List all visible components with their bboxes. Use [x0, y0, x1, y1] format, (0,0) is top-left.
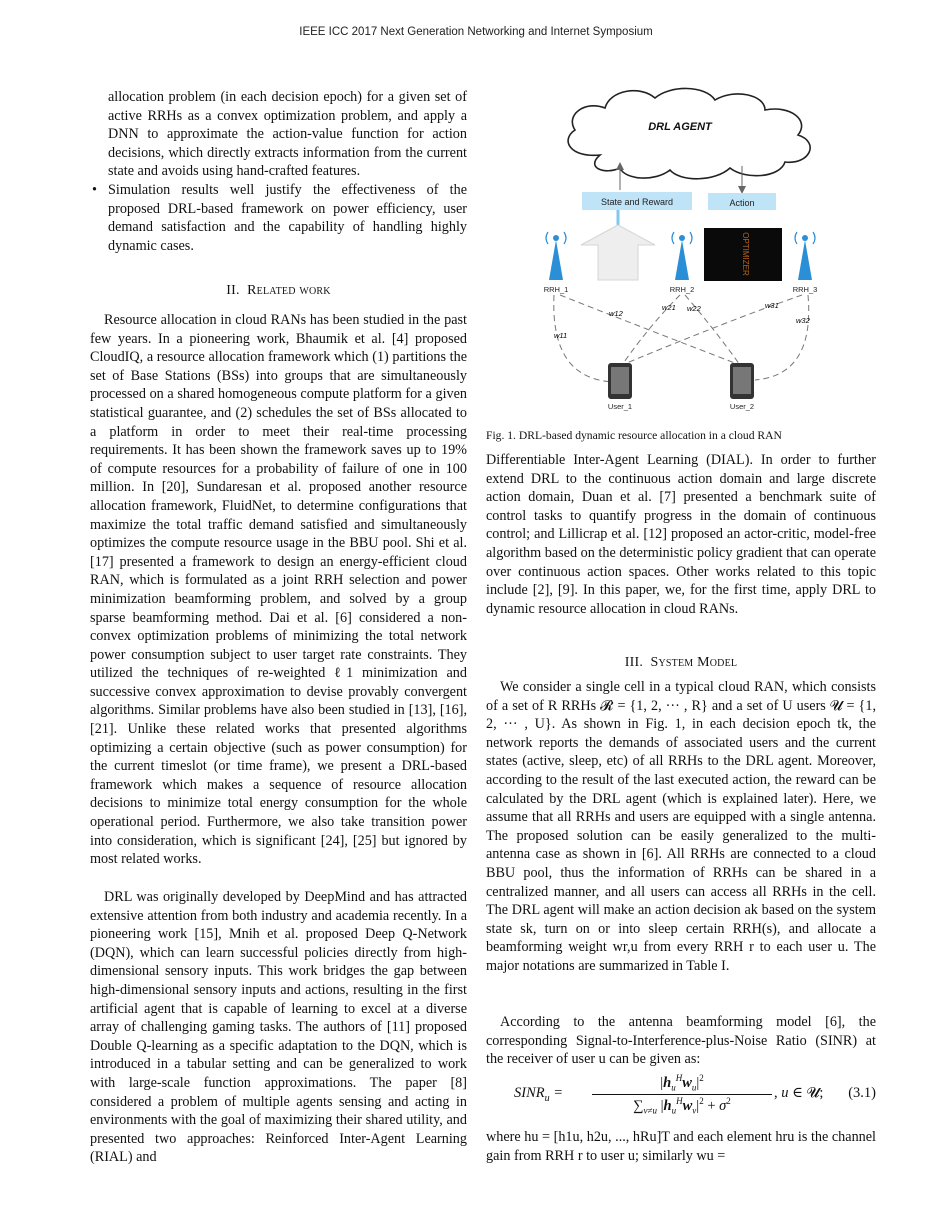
system-model-para-1-text: We consider a single cell in a typical cloud RAN, which consists of a set of R RRHs 𝓡 = {1, 2, ··· , R} and a set of U users 𝓤 = {1, 2, ··· , U}. As shown in Fig. 1, in each decision epoch tk, the network reports the demands of associated users and the current states (active, sleep, etc) of all RRHs to the DRL agent. Moreover, according to the result of the last executed action, the reward can be calculated by the DRL agent (which is explained later). Here, we assume that all RRHs and users are equipped with a single antenna. The proposed solution can be easily generalized to the multi-antenna case as shown in [6]. All RRHs are connected to a cloud BBU pool, thus the information of RRHs can be shared in a centralized manner, and all users can access all RRHs in the cell. The DRL agent will make an action decision ak based on the system state sk, turn on or into sleep certain RRH(s), and allocate a beamforming weight wr,u from every RRH r to each user u. The major notations are summarized in Table I. [486, 679, 876, 974]
optimizer-label: OPTIMIZER [741, 232, 750, 276]
w12-label: w12 [609, 309, 623, 318]
section-3-title: System Model [650, 655, 738, 670]
system-model-para-2-text: According to the antenna beamforming model [6], the corresponding Signal-to-Interference-plus-Noise Ratio (SINR) at the receiver of user u can be given as: [486, 1014, 876, 1068]
user-1-label: User_1 [607, 402, 633, 411]
state-reward-label: State and Reward [600, 197, 674, 207]
right-para-continued [486, 451, 876, 618]
figure-1 [530, 80, 860, 415]
section-2-heading [90, 283, 467, 299]
bullet-1-text: allocation problem (in each decision epoch) for a given set of active RRHs as a convex optimization problem, and apply a DNN to approximate the action-value function for action decisions, which directly extracts information from the current state and avoids using hand-crafted features. [108, 89, 467, 180]
figure-caption: Fig. 1. DRL-based dynamic resource allocation in a cloud RAN [486, 429, 782, 442]
rrh-2-antenna [672, 232, 692, 280]
bullet-dot: • [92, 182, 97, 198]
section-3-heading [486, 655, 876, 671]
bullet-1-continued [108, 88, 467, 181]
equation-number: (3.1) [848, 1085, 876, 1101]
w21-label: w21 [662, 303, 676, 312]
section-3-number: III. [624, 655, 644, 670]
rrh-3-antenna [795, 232, 815, 280]
rrh-2-label: RRH_2 [669, 285, 695, 294]
sinr-equation: $SINR_u$ = $|h_u^Hw_u|^2$ $\sum_{v\ne u}$ $|h_u^Hw_v|^2 + \sigma^2$ , u ∈ 𝓤; (3.1) [514, 1073, 876, 1116]
rrh-3-label: RRH_3 [792, 285, 818, 294]
action-arrowhead [738, 186, 746, 194]
bullet-2-text: Simulation results well justify the effectiveness of the proposed DRL-based framework on power efficiency, user demand satisfaction and the capability of handling highly dynamic cases. [108, 182, 467, 254]
user-1-phone-icon [608, 363, 632, 399]
w11-label: w11 [554, 331, 568, 340]
drl-agent-label: DRL AGENT [648, 121, 712, 133]
page-header: IEEE ICC 2017 Next Generation Networking and Internet Symposium [299, 26, 653, 38]
section-2-number: II. [226, 283, 240, 298]
related-work-para-1 [90, 311, 467, 869]
rrh-1-label: RRH_1 [543, 285, 569, 294]
user-2-label: User_2 [729, 402, 755, 411]
rrh-1-antenna [546, 232, 566, 280]
system-model-para-2 [486, 1013, 876, 1069]
section-2-title: Related work [247, 283, 331, 298]
bullet-2 [92, 181, 467, 255]
system-model-para-3 [486, 1128, 876, 1165]
system-model-para-1 [486, 678, 876, 976]
related-work-para-1-text: Resource allocation in cloud RANs has been studied in the past few years. In a pioneering work, Bhaumik et al. [4] proposed CloudIQ, a resource allocation framework which (1) partitions the set of Base Stations (BSs) into groups that are simultaneously processed on a shared homogeneous compute platform for a given statistical guarantee, and (2) schedules the set of BSs allocated to a platform in order to meet their real-time processing requirements. It has been shown the framework saves up to 19% of compute resources for a probability of failure of one in 100 million. In [20], Sundaresan et al. proposed another resource allocation framework, FluidNet, to determine configurations that maximize the total traffic demand satisfied and simultaneously optimizes the compute resource usage in the BBU pool. Shi et al. [17] presented a framework to design an energy-efficient cloud RAN, which is formulated as a joint RRH selection and power minimization beamforming problem, and solved by a group sparse beamforming method. Dai et al. [6] considered a non-convex optimization problems of minimizing the total network power consumption subject to user target rate constraints. They utilized the techniques of re-weighted ℓ1 minimization and successive convex approximation to devise provably convergent algorithms. Similar problems have also been studied in [13], [16], [21]. Unlike these related works that presented algorithms optimizing a certain objective (such as power consumption) for the current timeslot (or time frame), we present a DRL-based framework which makes a sequence of resource allocation decisions to minimize total energy consumption for the whole operational period. Furthermore, we also take transition power into consideration, which is significant [24], [25] but ignored by most related works. [90, 312, 467, 868]
right-para-continued-text: Differentiable Inter-Agent Learning (DIAL). In order to further extend DRL to the continuous action domain and large discrete action domain, Duan et al. [7] presented a benchmark suite of control tasks to quantify progress in the domain of continuous control; and Lillicrap et al. [12] proposed an actor-critic, model-free algorithm based on the deterministic policy gradient that can operate over continuous action spaces. Other works related to this topic include [2], [9]. In this paper, we, for the first time, apply DRL to dynamic resource allocation in cloud RANs. [486, 452, 876, 617]
w32-label: w32 [796, 316, 810, 325]
related-work-para-2 [90, 888, 467, 1167]
w22-label: w22 [687, 304, 701, 313]
upward-arrow [581, 225, 655, 280]
action-label: Action [729, 198, 755, 208]
user-2-phone-icon [730, 363, 754, 399]
related-work-para-2-text: DRL was originally developed by DeepMind and has attracted extensive attention from both industry and academia recently. In a pioneering work [15], Mnih et al. proposed Deep Q-Network (DQN), which can learn successful policies directly from high-dimensional sensory inputs. This work bridges the gap between high-dimensional sensory inputs and actions, resulting in the first artificial agent that is capable of learning to excel at a diverse array of challenging gaming tasks. The authors of [11] proposed Double Q-learning as a specific adaptation to the DQN, which is introduced in a tabular setting and can be generalized to work with large-scale function approximations. The paper [8] considered a problem of multiple agents sensing and acting in environments with the goal of maximizing their shared utility, and presented two approaches: Reinforced Inter-Agent Learning (RIAL) and [90, 889, 467, 1166]
w31-label: w31 [765, 301, 779, 310]
system-model-para-3-text: where hu = [h1u, h2u, ..., hRu]T and each element hru is the channel gain from RRH r to user u; similarly wu = [486, 1129, 876, 1164]
cloud-shape [568, 88, 810, 178]
